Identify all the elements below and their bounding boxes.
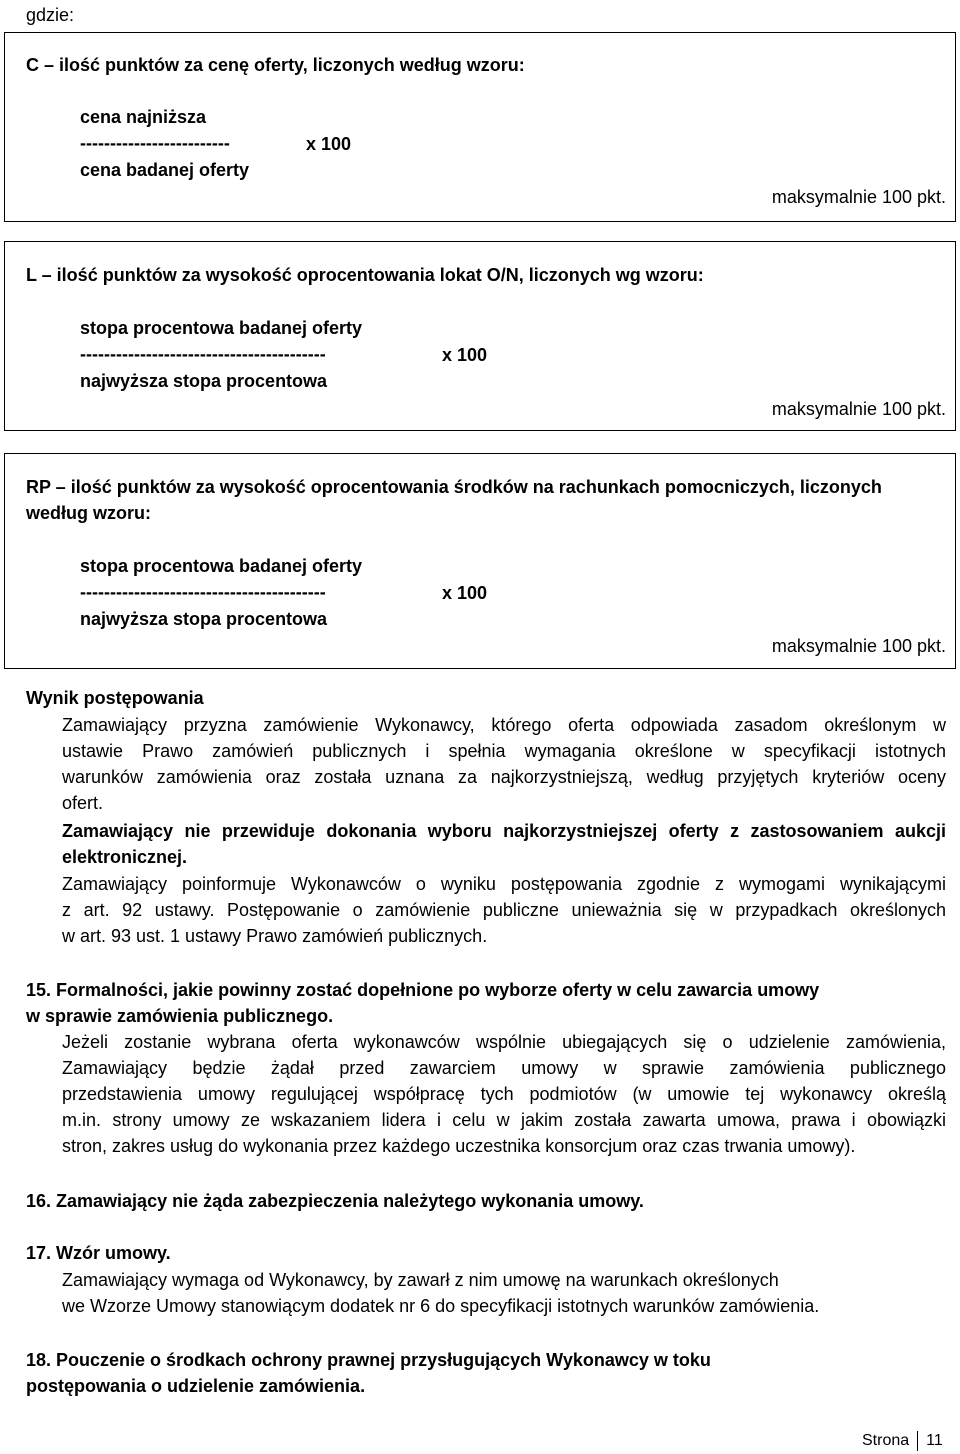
formula-rp-numerator: stopa procentowa badanej oferty: [80, 556, 363, 576]
text-line: ofert.: [62, 793, 104, 813]
formula-c-max: maksymalnie 100 pkt.: [771, 187, 946, 207]
text-line: m.in. strony umowy ze wskazaniem lidera i celu w jakim została zawarta umowa, prawa i obowiązki: [62, 1110, 946, 1130]
section-18-title-line1: 18. Pouczenie o środkach ochrony prawnej przysługujących Wykonawcy w toku: [26, 1350, 711, 1370]
formula-c-numerator: cena najniższa: [80, 107, 207, 127]
section-16-title: 16. Zamawiający nie żąda zabezpieczenia należytego wykonania umowy.: [26, 1191, 644, 1211]
intro-text: gdzie:: [26, 5, 75, 25]
formula-c-heading: C – ilość punktów za cenę oferty, liczonych według wzoru:: [26, 55, 525, 75]
text-line: Zamawiający przyzna zamówienie Wykonawcy, którego oferta odpowiada zasadom określonym w: [62, 715, 946, 735]
formula-rp-fraction-line: -----------------------------------------: [80, 582, 326, 602]
section-15-title-line2: w sprawie zamówienia publicznego.: [26, 1006, 334, 1026]
result-paragraph-3: [62, 871, 946, 949]
formula-l-heading: L – ilość punktów za wysokość oprocentowania lokat O/N, liczonych wg wzoru:: [26, 265, 704, 285]
section-18-title-line2: postępowania o udzielenie zamówienia.: [26, 1376, 366, 1396]
page-footer: [862, 1428, 943, 1454]
text-line: Jeżeli zostanie wybrana oferta wykonawców wspólnie ubiegających się o udzielenie zamówienia,: [62, 1032, 946, 1052]
formula-l-max: maksymalnie 100 pkt.: [771, 399, 946, 419]
text-line: w art. 93 ust. 1 ustawy Prawo zamówień publicznych.: [62, 926, 488, 946]
text-line: Zamawiający będzie żądał przed zawarciem umowy w sprawie zamówienia publicznego: [62, 1058, 946, 1078]
page-number: 11: [926, 1432, 943, 1449]
formula-c-multiplier: x 100: [306, 134, 352, 154]
section-title-result: Wynik postępowania: [26, 688, 204, 708]
page-label: Strona: [862, 1432, 910, 1449]
section-15-title-line1: 15. Formalności, jakie powinny zostać dopełnione po wyborze oferty w celu zawarcia umowy: [26, 980, 820, 1000]
text-line: Zamawiający nie przewiduje dokonania wyboru najkorzystniejszej oferty z zastosowaniem aukcji: [62, 821, 946, 841]
text-line: warunków zamówienia oraz została uznana za najkorzystniejszą, według przyjętych kryteriów oceny: [62, 767, 946, 787]
text-line: ustawie Prawo zamówień publicznych i spełnia wymagania określone w specyfikacji istotnych: [62, 741, 946, 761]
formula-c-denominator: cena badanej oferty: [80, 160, 250, 180]
formula-rp-denominator: najwyższa stopa procentowa: [80, 609, 328, 629]
section-17-body-line1: Zamawiający wymaga od Wykonawcy, by zawarł z nim umowę na warunkach określonych: [62, 1270, 779, 1290]
section-17-title: 17. Wzór umowy.: [26, 1243, 171, 1263]
text-line: przedstawienia umowy regulującej współpracę tych podmiotów (w umowie tej wykonawcy określą: [62, 1084, 946, 1104]
formula-rp-heading-line1: RP – ilość punktów za wysokość oprocentowania środków na rachunkach pomocniczych, liczonych: [26, 477, 882, 497]
section-17-body-line2: we Wzorze Umowy stanowiącym dodatek nr 6 do specyfikacji istotnych warunków zamówienia.: [62, 1296, 820, 1316]
result-paragraph-2: [62, 818, 946, 870]
formula-l-fraction-line: -----------------------------------------: [80, 344, 326, 364]
formula-l-numerator: stopa procentowa badanej oferty: [80, 318, 363, 338]
formula-rp-heading-line2: według wzoru:: [26, 503, 151, 523]
formula-l-denominator: najwyższa stopa procentowa: [80, 371, 328, 391]
page-separator: [917, 1431, 918, 1451]
formula-rp-max: maksymalnie 100 pkt.: [771, 636, 946, 656]
formula-rp-multiplier: x 100: [442, 583, 488, 603]
result-paragraph-1: [62, 712, 946, 816]
formula-c-fraction-line: -------------------------: [80, 133, 230, 153]
text-line: z art. 92 ustawy. Postępowanie o zamówienie publiczne unieważnia się w przypadkach określonych: [62, 900, 946, 920]
text-line: Zamawiający poinformuje Wykonawców o wyniku postępowania zgodnie z wymogami wynikającymi: [62, 874, 946, 894]
section-15-body: [62, 1029, 946, 1159]
text-line: elektronicznej.: [62, 847, 188, 867]
text-line: stron, zakres usług do wykonania przez każdego uczestnika konsorcjum oraz czas trwania umowy).: [62, 1136, 856, 1156]
formula-l-multiplier: x 100: [442, 345, 488, 365]
